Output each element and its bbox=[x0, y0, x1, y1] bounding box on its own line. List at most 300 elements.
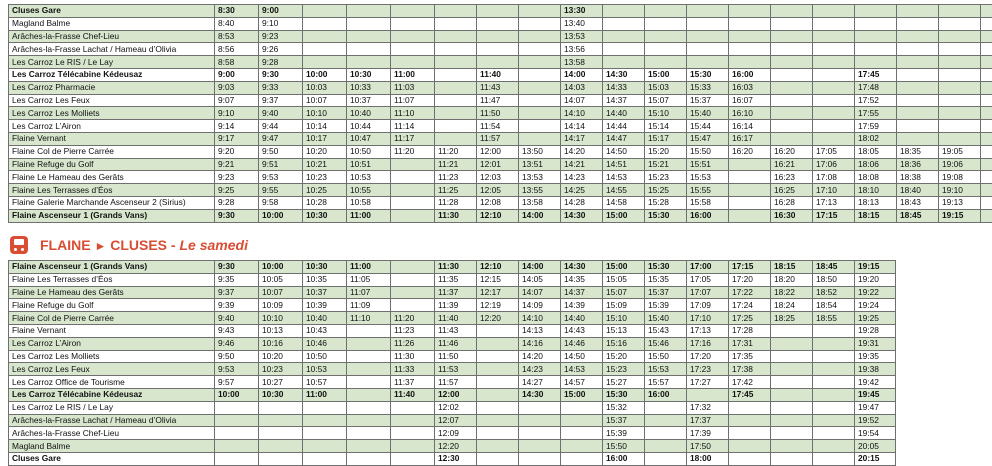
departure-time: 17:37 bbox=[687, 414, 729, 427]
departure-time bbox=[687, 56, 729, 69]
departure-time: 9:28 bbox=[215, 196, 259, 209]
stop-name: Les Carroz Office de Tourisme bbox=[9, 376, 215, 389]
departure-time: 15:10 bbox=[645, 107, 687, 120]
departure-time: 9:10 bbox=[215, 107, 259, 120]
departure-time bbox=[215, 440, 259, 453]
departure-time: 14:14 bbox=[561, 120, 603, 133]
departure-time bbox=[391, 209, 435, 222]
departure-time bbox=[259, 414, 303, 427]
departure-time bbox=[645, 401, 687, 414]
departure-time: 17:07 bbox=[687, 286, 729, 299]
departure-time: 15:37 bbox=[687, 94, 729, 107]
departure-time bbox=[391, 299, 435, 312]
departure-time: 16:03 bbox=[729, 81, 771, 94]
departure-time bbox=[519, 56, 561, 69]
departure-time: 9:00 bbox=[215, 68, 259, 81]
departure-time bbox=[477, 17, 519, 30]
departure-time: 8:53 bbox=[215, 30, 259, 43]
departure-time bbox=[897, 120, 939, 133]
departure-time: 10:58 bbox=[347, 196, 391, 209]
departure-time: 17:59 bbox=[855, 120, 897, 133]
departure-time bbox=[855, 30, 897, 43]
departure-time: 11:46 bbox=[435, 337, 477, 350]
departure-time bbox=[939, 132, 981, 145]
departure-time: 17:15 bbox=[729, 261, 771, 274]
departure-time bbox=[391, 286, 435, 299]
stop-name: Arâches-la-Frasse Lachat / Hameau d’Olivia bbox=[9, 43, 215, 56]
departure-time bbox=[897, 68, 939, 81]
departure-time: 10:07 bbox=[303, 94, 347, 107]
departure-time bbox=[813, 132, 855, 145]
departure-time bbox=[771, 68, 813, 81]
stop-name: Les Carroz Télécabine Kédeusaz bbox=[9, 68, 215, 81]
departure-time: 17:25 bbox=[729, 312, 771, 325]
departure-time bbox=[603, 43, 645, 56]
departure-time: 15:50 bbox=[645, 350, 687, 363]
departure-time: 10:47 bbox=[347, 132, 391, 145]
departure-time bbox=[771, 56, 813, 69]
departure-time bbox=[813, 107, 855, 120]
departure-time bbox=[771, 452, 813, 465]
departure-time: 11:50 bbox=[477, 107, 519, 120]
departure-time: 14:13 bbox=[519, 324, 561, 337]
departure-time bbox=[303, 440, 347, 453]
timetable1-row bbox=[9, 145, 992, 158]
departure-time: 14:46 bbox=[561, 337, 603, 350]
departure-time: 15:37 bbox=[645, 286, 687, 299]
departure-time: 15:00 bbox=[603, 209, 645, 222]
departure-time bbox=[519, 401, 561, 414]
departure-time bbox=[729, 30, 771, 43]
departure-time: 13:50 bbox=[519, 145, 561, 158]
departure-time: 9:39 bbox=[215, 299, 259, 312]
stop-name: Flaine Ascenseur 1 (Grands Vans) bbox=[9, 209, 215, 222]
departure-time: 19:06 bbox=[939, 158, 981, 171]
departure-time bbox=[687, 17, 729, 30]
departure-time bbox=[729, 414, 771, 427]
departure-time bbox=[645, 56, 687, 69]
departure-time bbox=[391, 414, 435, 427]
departure-time: 15:30 bbox=[645, 261, 687, 274]
departure-time bbox=[645, 452, 687, 465]
departure-time: 15:53 bbox=[687, 171, 729, 184]
departure-time: 17:28 bbox=[729, 324, 771, 337]
departure-time bbox=[561, 414, 603, 427]
departure-time: 17:20 bbox=[687, 350, 729, 363]
departure-time bbox=[519, 440, 561, 453]
timetable1-row bbox=[9, 94, 992, 107]
departure-time: 18:52 bbox=[813, 286, 855, 299]
departure-time bbox=[347, 427, 391, 440]
departure-time: 14:28 bbox=[561, 196, 603, 209]
departure-time: 11:54 bbox=[477, 120, 519, 133]
departure-time bbox=[259, 427, 303, 440]
departure-time: 16:00 bbox=[645, 388, 687, 401]
departure-time bbox=[391, 452, 435, 465]
departure-time bbox=[519, 94, 561, 107]
departure-time: 18:45 bbox=[897, 209, 939, 222]
departure-time: 9:53 bbox=[215, 363, 259, 376]
departure-time: 9:37 bbox=[215, 286, 259, 299]
departure-time: 15:44 bbox=[687, 120, 729, 133]
departure-time: 8:58 bbox=[215, 56, 259, 69]
stop-name: Flaine Col de Pierre Carrée bbox=[9, 145, 215, 158]
departure-time: 14:47 bbox=[603, 132, 645, 145]
timetable1-row bbox=[9, 171, 992, 184]
stop-name: Les Carroz L’Airon bbox=[9, 120, 215, 133]
departure-time: 11:25 bbox=[435, 184, 477, 197]
departure-time: 15:03 bbox=[645, 81, 687, 94]
departure-time: 12:07 bbox=[435, 414, 477, 427]
stop-name: Les Carroz L’Airon bbox=[9, 337, 215, 350]
departure-time: 17:35 bbox=[729, 350, 771, 363]
departure-time: 15:55 bbox=[687, 184, 729, 197]
departure-time: 17:23 bbox=[687, 363, 729, 376]
departure-time: 15:37 bbox=[603, 414, 645, 427]
departure-time: 9:25 bbox=[215, 184, 259, 197]
timetable2-row bbox=[9, 273, 896, 286]
departure-time: 19:10 bbox=[939, 184, 981, 197]
departure-time bbox=[813, 401, 855, 414]
departure-time: 15:28 bbox=[645, 196, 687, 209]
departure-time: 12:01 bbox=[477, 158, 519, 171]
departure-time: 11:10 bbox=[347, 312, 391, 325]
departure-time: 18:50 bbox=[813, 273, 855, 286]
departure-time bbox=[519, 68, 561, 81]
departure-time: 15:32 bbox=[603, 401, 645, 414]
departure-time: 18:15 bbox=[855, 209, 897, 222]
departure-time: 9:03 bbox=[215, 81, 259, 94]
departure-time: 19:54 bbox=[855, 427, 896, 440]
departure-time: 10:46 bbox=[303, 337, 347, 350]
departure-time: 10:17 bbox=[303, 132, 347, 145]
departure-time: 15:23 bbox=[645, 171, 687, 184]
departure-time: 14:43 bbox=[561, 324, 603, 337]
departure-time: 10:39 bbox=[303, 299, 347, 312]
departure-time: 19:25 bbox=[855, 312, 896, 325]
departure-time: 14:27 bbox=[519, 376, 561, 389]
departure-time: 19:24 bbox=[855, 299, 896, 312]
departure-time bbox=[687, 5, 729, 18]
day-label: Le samedi bbox=[179, 237, 247, 253]
departure-time bbox=[603, 56, 645, 69]
departure-time bbox=[939, 94, 981, 107]
departure-time: 17:10 bbox=[687, 312, 729, 325]
departure-time bbox=[771, 427, 813, 440]
departure-time: 16:00 bbox=[687, 209, 729, 222]
arrow-icon: ► bbox=[94, 239, 106, 253]
departure-time: 10:00 bbox=[259, 261, 303, 274]
stop-name: Flaine Le Hameau des Gerâts bbox=[9, 286, 215, 299]
departure-time bbox=[215, 427, 259, 440]
departure-time bbox=[391, 401, 435, 414]
departure-time bbox=[435, 5, 477, 18]
departure-time bbox=[729, 43, 771, 56]
departure-time: 15:39 bbox=[645, 299, 687, 312]
departure-time: 14:20 bbox=[519, 350, 561, 363]
departure-time: 10:20 bbox=[259, 350, 303, 363]
departure-time: 18:10 bbox=[855, 184, 897, 197]
departure-time bbox=[981, 68, 992, 81]
stop-name: Arâches-la-Frasse Lachat / Hameau d’Olivia bbox=[9, 414, 215, 427]
stop-name: Arâches-la-Frasse Chef-Lieu bbox=[9, 427, 215, 440]
departure-time: 12:02 bbox=[435, 401, 477, 414]
departure-time: 10:44 bbox=[347, 120, 391, 133]
stop-name: Cluses Gare bbox=[9, 452, 215, 465]
departure-time: 11:10 bbox=[391, 107, 435, 120]
departure-time: 14:30 bbox=[561, 209, 603, 222]
departure-time: 16:23 bbox=[771, 171, 813, 184]
departure-time bbox=[855, 5, 897, 18]
departure-time bbox=[771, 94, 813, 107]
stop-name: Flaine Col de Pierre Carrée bbox=[9, 312, 215, 325]
departure-time bbox=[687, 30, 729, 43]
departure-time bbox=[981, 158, 992, 171]
departure-time: 11:05 bbox=[347, 273, 391, 286]
departure-time bbox=[729, 184, 771, 197]
timetable1-row bbox=[9, 68, 992, 81]
departure-time bbox=[813, 30, 855, 43]
bus-icon bbox=[10, 236, 28, 254]
stop-name: Flaine Ascenseur 1 (Grands Vans) bbox=[9, 261, 215, 274]
departure-time bbox=[477, 56, 519, 69]
timetable1-row bbox=[9, 132, 992, 145]
departure-time: 18:35 bbox=[897, 145, 939, 158]
departure-time: 9:28 bbox=[259, 56, 303, 69]
departure-time: 13:58 bbox=[519, 196, 561, 209]
departure-time: 17:15 bbox=[813, 209, 855, 222]
departure-time: 10:25 bbox=[303, 184, 347, 197]
departure-time: 11:17 bbox=[391, 132, 435, 145]
departure-time: 17:32 bbox=[687, 401, 729, 414]
departure-time: 13:58 bbox=[561, 56, 603, 69]
departure-time bbox=[347, 337, 391, 350]
departure-time: 16:21 bbox=[771, 158, 813, 171]
departure-time: 14:23 bbox=[519, 363, 561, 376]
departure-time bbox=[771, 337, 813, 350]
departure-time: 9:35 bbox=[215, 273, 259, 286]
departure-time bbox=[939, 120, 981, 133]
departure-time bbox=[477, 376, 519, 389]
departure-time: 10:37 bbox=[347, 94, 391, 107]
departure-time: 9:53 bbox=[259, 171, 303, 184]
departure-time bbox=[519, 132, 561, 145]
section-title bbox=[40, 237, 248, 253]
departure-time: 9:23 bbox=[259, 30, 303, 43]
departure-time bbox=[897, 56, 939, 69]
departure-time bbox=[897, 132, 939, 145]
departure-time bbox=[813, 376, 855, 389]
stop-name: Les Carroz Le RIS / Le Lay bbox=[9, 401, 215, 414]
departure-time bbox=[729, 158, 771, 171]
departure-time: 9:17 bbox=[215, 132, 259, 145]
departure-time: 15:00 bbox=[561, 388, 603, 401]
timetable1-row bbox=[9, 30, 992, 43]
departure-time: 14:07 bbox=[561, 94, 603, 107]
departure-time: 11:23 bbox=[435, 171, 477, 184]
departure-time: 16:10 bbox=[729, 107, 771, 120]
departure-time: 10:00 bbox=[259, 209, 303, 222]
timetable1-row bbox=[9, 17, 992, 30]
departure-time: 14:40 bbox=[603, 107, 645, 120]
stop-name: Les Carroz Les Molliets bbox=[9, 107, 215, 120]
departure-time: 10:23 bbox=[259, 363, 303, 376]
departure-time: 12:00 bbox=[435, 388, 477, 401]
departure-time: 15:50 bbox=[687, 145, 729, 158]
departure-time: 16:00 bbox=[603, 452, 645, 465]
departure-time: 20:05 bbox=[855, 440, 896, 453]
departure-time: 18:13 bbox=[855, 196, 897, 209]
departure-time: 16:28 bbox=[771, 196, 813, 209]
departure-time: 10:21 bbox=[303, 158, 347, 171]
departure-time: 11:09 bbox=[347, 299, 391, 312]
departure-time bbox=[771, 107, 813, 120]
departure-time: 15:33 bbox=[687, 81, 729, 94]
departure-time bbox=[347, 376, 391, 389]
departure-time: 12:08 bbox=[477, 196, 519, 209]
departure-time bbox=[939, 5, 981, 18]
departure-time: 18:02 bbox=[855, 132, 897, 145]
departure-time bbox=[939, 56, 981, 69]
departure-time: 14:55 bbox=[603, 184, 645, 197]
departure-time: 11:00 bbox=[303, 388, 347, 401]
departure-time bbox=[435, 94, 477, 107]
departure-time: 19:13 bbox=[939, 196, 981, 209]
departure-time: 15:05 bbox=[603, 273, 645, 286]
departure-time: 16:14 bbox=[729, 120, 771, 133]
departure-time: 15:43 bbox=[645, 324, 687, 337]
departure-time: 15:13 bbox=[603, 324, 645, 337]
departure-time: 10:14 bbox=[303, 120, 347, 133]
departure-time bbox=[981, 107, 992, 120]
departure-time bbox=[981, 145, 992, 158]
departure-time: 12:19 bbox=[477, 299, 519, 312]
departure-time: 14:20 bbox=[561, 145, 603, 158]
departure-time: 10:28 bbox=[303, 196, 347, 209]
departure-time: 15:53 bbox=[645, 363, 687, 376]
departure-time bbox=[939, 43, 981, 56]
departure-time: 14:09 bbox=[519, 299, 561, 312]
departure-time bbox=[729, 440, 771, 453]
departure-time: 19:38 bbox=[855, 363, 896, 376]
departure-time bbox=[771, 17, 813, 30]
departure-time: 10:00 bbox=[215, 388, 259, 401]
departure-time: 10:16 bbox=[259, 337, 303, 350]
departure-time: 19:15 bbox=[939, 209, 981, 222]
departure-time bbox=[519, 427, 561, 440]
stop-name: Magland Balme bbox=[9, 440, 215, 453]
departure-time bbox=[391, 184, 435, 197]
departure-time: 15:09 bbox=[603, 299, 645, 312]
departure-time bbox=[897, 5, 939, 18]
departure-time bbox=[477, 43, 519, 56]
departure-time bbox=[391, 30, 435, 43]
departure-time: 11:20 bbox=[391, 145, 435, 158]
departure-time: 15:14 bbox=[645, 120, 687, 133]
departure-time: 12:17 bbox=[477, 286, 519, 299]
stop-name: Les Carroz Pharmacie bbox=[9, 81, 215, 94]
departure-time: 11:35 bbox=[435, 273, 477, 286]
departure-time bbox=[813, 452, 855, 465]
departure-time: 19:31 bbox=[855, 337, 896, 350]
departure-time: 15:07 bbox=[603, 286, 645, 299]
departure-time: 18:05 bbox=[855, 145, 897, 158]
departure-time bbox=[477, 427, 519, 440]
departure-time bbox=[981, 56, 992, 69]
departure-time: 17:31 bbox=[729, 337, 771, 350]
stop-name: Cluses Gare bbox=[9, 5, 215, 18]
departure-time: 17:20 bbox=[729, 273, 771, 286]
timetable1-row bbox=[9, 43, 992, 56]
departure-time bbox=[981, 196, 992, 209]
departure-time: 10:50 bbox=[347, 145, 391, 158]
departure-time bbox=[259, 440, 303, 453]
departure-time bbox=[477, 452, 519, 465]
departure-time bbox=[897, 30, 939, 43]
departure-time bbox=[981, 209, 992, 222]
departure-time: 10:09 bbox=[259, 299, 303, 312]
departure-time: 10:07 bbox=[259, 286, 303, 299]
departure-time bbox=[771, 388, 813, 401]
departure-time: 14:30 bbox=[561, 261, 603, 274]
departure-time: 11:43 bbox=[435, 324, 477, 337]
departure-time bbox=[771, 401, 813, 414]
departure-time: 11:26 bbox=[391, 337, 435, 350]
departure-time bbox=[897, 43, 939, 56]
departure-time bbox=[347, 5, 391, 18]
departure-time: 17:09 bbox=[687, 299, 729, 312]
departure-time: 10:00 bbox=[303, 68, 347, 81]
departure-time: 15:20 bbox=[645, 145, 687, 158]
timetable2-row bbox=[9, 286, 896, 299]
departure-time: 15:47 bbox=[687, 132, 729, 145]
departure-time: 10:05 bbox=[259, 273, 303, 286]
departure-time bbox=[771, 43, 813, 56]
departure-time: 9:40 bbox=[215, 312, 259, 325]
departure-time bbox=[813, 324, 855, 337]
departure-time bbox=[603, 17, 645, 30]
departure-time bbox=[435, 17, 477, 30]
departure-time: 10:53 bbox=[303, 363, 347, 376]
departure-time: 12:09 bbox=[435, 427, 477, 440]
departure-time bbox=[519, 81, 561, 94]
departure-time: 9:33 bbox=[259, 81, 303, 94]
departure-time bbox=[303, 427, 347, 440]
departure-time bbox=[645, 5, 687, 18]
departure-time: 14:03 bbox=[561, 81, 603, 94]
departure-time: 15:35 bbox=[645, 273, 687, 286]
stop-name: Flaine Galerie Marchande Ascenseur 2 (Sirius) bbox=[9, 196, 215, 209]
departure-time bbox=[561, 440, 603, 453]
departure-time: 11:40 bbox=[391, 388, 435, 401]
timetable2-row bbox=[9, 440, 896, 453]
departure-time bbox=[729, 171, 771, 184]
departure-time: 15:40 bbox=[645, 312, 687, 325]
timetable2-row bbox=[9, 363, 896, 376]
departure-time: 10:57 bbox=[303, 376, 347, 389]
departure-time bbox=[813, 414, 855, 427]
departure-time bbox=[729, 452, 771, 465]
departure-time bbox=[981, 30, 992, 43]
departure-time: 15:30 bbox=[603, 388, 645, 401]
departure-time: 15:10 bbox=[603, 312, 645, 325]
departure-time bbox=[813, 81, 855, 94]
departure-time: 14:10 bbox=[519, 312, 561, 325]
departure-time bbox=[303, 5, 347, 18]
departure-time bbox=[771, 30, 813, 43]
departure-time: 15:00 bbox=[603, 261, 645, 274]
departure-time: 12:00 bbox=[477, 145, 519, 158]
